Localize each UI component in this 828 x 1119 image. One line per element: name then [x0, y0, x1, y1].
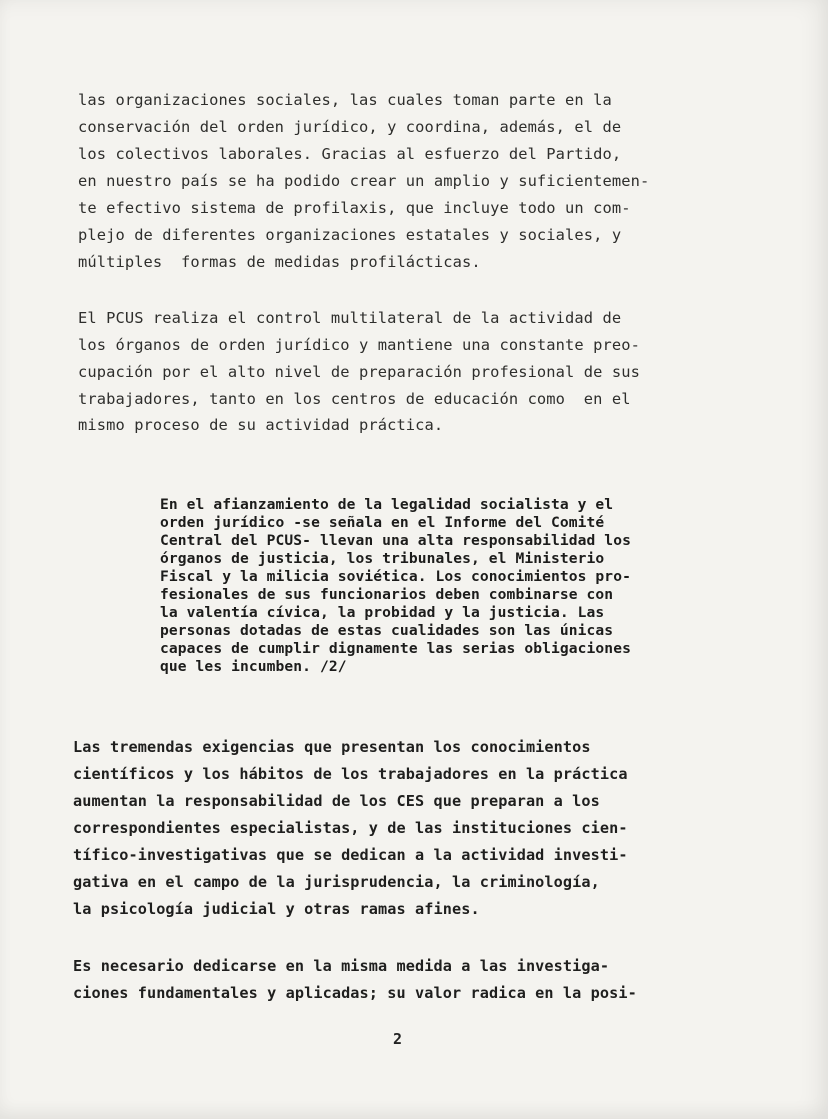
- text-line: en nuestro país se ha podido crear un amplio y suficientemen-: [78, 172, 650, 190]
- text-line: tífico-investigativas que se dedican a la actividad investi-: [73, 846, 628, 864]
- text-line: El PCUS realiza el control multilateral de la actividad de: [78, 309, 622, 327]
- text-line: Es necesario dedicarse en la misma medida a las investiga-: [73, 957, 610, 975]
- quote-line: la valentía cívica, la probidad y la justicia. Las: [160, 604, 605, 621]
- text-line: conservación del orden jurídico, y coordina, además, el de: [78, 118, 622, 136]
- text-line: la psicología judicial y otras ramas afines.: [73, 900, 480, 918]
- text-line: los colectivos laborales. Gracias al esfuerzo del Partido,: [78, 145, 622, 163]
- quote-line: fesionales de sus funcionarios deben combinarse con: [160, 586, 614, 603]
- text-line: ciones fundamentales y aplicadas; su valor radica en la posi-: [73, 984, 637, 1002]
- text-line: los órganos de orden jurídico y mantiene una constante preo-: [78, 336, 640, 354]
- text-line: correspondientes especialistas, y de las instituciones cien-: [73, 819, 628, 837]
- quote-line: que les incumben. /2/: [160, 658, 347, 675]
- text-line: mismo proceso de su actividad práctica.: [78, 416, 444, 434]
- text-line: cupación por el alto nivel de preparación profesional de sus: [78, 363, 640, 381]
- text-line: las organizaciones sociales, las cuales toman parte en la: [78, 91, 612, 109]
- quote-line: En el afianzamiento de la legalidad socialista y el: [160, 496, 614, 513]
- text-line: plejo de diferentes organizaciones estatales y sociales, y: [78, 226, 622, 244]
- text-line: científicos y los hábitos de los trabajadores en la práctica: [73, 765, 628, 783]
- text-line: Las tremendas exigencias que presentan los conocimientos: [73, 738, 591, 756]
- text-line: trabajadores, tanto en los centros de educación como en el: [78, 390, 631, 408]
- quote-line: Central del PCUS- llevan una alta responsabilidad los: [160, 532, 631, 549]
- quote-line: capaces de cumplir dignamente las serias obligaciones: [160, 640, 631, 657]
- text-line: te efectivo sistema de profilaxis, que incluye todo un com-: [78, 199, 631, 217]
- quote-line: personas dotadas de estas cualidades son las únicas: [160, 622, 614, 639]
- quote-line: orden jurídico -se señala en el Informe del Comité: [160, 514, 605, 531]
- text-line: aumentan la responsabilidad de los CES que preparan a los: [73, 792, 600, 810]
- quote-line: órganos de justicia, los tribunales, el Ministerio: [160, 550, 605, 567]
- page-number: 2: [393, 1030, 403, 1048]
- text-line: múltiples formas de medidas profilácticas.: [78, 253, 481, 271]
- quote-line: Fiscal y la milicia soviética. Los conocimientos pro-: [160, 568, 631, 585]
- text-line: gativa en el campo de la jurisprudencia, la criminología,: [73, 873, 600, 891]
